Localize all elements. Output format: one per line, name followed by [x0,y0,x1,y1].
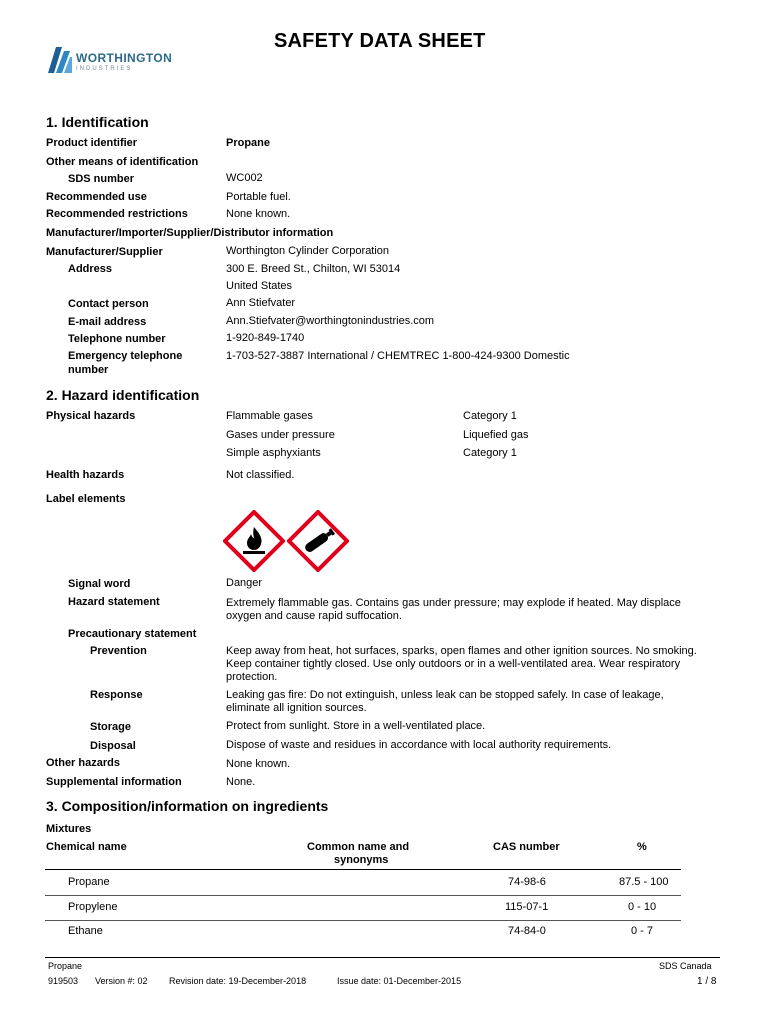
row-cas-number: 74-84-0 [508,925,546,937]
gas-cylinder-pictogram-icon [287,510,349,572]
col-header-chemical-name: Chemical name [46,841,127,853]
logo-subtitle: INDUSTRIES [76,66,133,72]
physical-hazard-3: Simple asphyxiants [226,447,321,459]
hazard-statement-line-2: oxygen and cause rapid suffocation. [226,610,402,622]
col-header-percent: % [637,841,647,853]
recommended-use-label: Recommended use [46,191,147,203]
product-identifier-value: Propane [226,137,271,149]
label-elements-label: Label elements [46,493,126,505]
flame-pictogram-icon [223,510,285,572]
footer-revision-date: Revision date: 19-December-2018 [169,976,307,986]
prevention-line-2: Keep container tightly closed. Use only outdoors or in a well-ventilated area. Wear respiratory [226,658,681,670]
other-means-label: Other means of identification [46,156,199,168]
footer-page-number: 1 / 8 [697,976,717,987]
physical-hazard-1: Flammable gases [226,410,313,422]
row-chemical-name: Propane [68,876,110,888]
recommended-restrictions-value: None known. [226,208,291,220]
physical-hazard-3-category: Category 1 [463,447,517,459]
physical-hazard-2: Gases under pressure [226,429,335,441]
health-hazards-label: Health hazards [46,469,125,481]
manufacturer-label: Manufacturer/Supplier [46,246,163,258]
manufacturer-info-label: Manufacturer/Importer/Supplier/Distributor information [46,227,334,239]
table-row-rule [45,920,681,921]
prevention-label: Prevention [90,645,147,657]
section-3-heading: 3. Composition/information on ingredients [46,798,329,814]
row-percent: 0 - 10 [628,901,657,913]
worthington-logo-mark-icon [48,47,72,73]
disposal-label: Disposal [90,740,136,752]
sds-number-label: SDS number [68,173,135,185]
emergency-telephone-value: 1-703-527-3887 International / CHEMTREC 1-800-424-9300 Domestic [226,350,570,362]
precautionary-statement-label: Precautionary statement [68,628,197,640]
row-cas-number: 115-07-1 [505,901,549,913]
recommended-restrictions-label: Recommended restrictions [46,208,188,220]
footer-product: Propane [48,961,83,971]
telephone-value: 1-920-849-1740 [226,332,305,344]
page-title: SAFETY DATA SHEET [274,30,486,52]
company-logo [48,45,178,77]
footer-doc-id: 919503 [48,976,79,986]
table-header-rule [45,869,681,870]
response-line-2: eliminate all ignition sources. [226,702,367,714]
supplemental-info-value: None. [226,776,256,788]
signal-word-label: Signal word [68,578,131,590]
contact-person-value: Ann Stiefvater [226,297,296,309]
footer-region: SDS Canada [659,961,712,971]
col-header-common-name: Common name and [307,841,410,853]
other-hazards-value: None known. [226,758,291,770]
physical-hazards-label: Physical hazards [46,410,136,422]
hazard-statement-line-1: Extremely flammable gas. Contains gas under pressure; may explode if heated. May displace [226,597,681,609]
emergency-telephone-label: Emergency telephone [68,350,183,362]
table-row-rule [45,895,681,896]
hazard-statement-label: Hazard statement [68,596,160,608]
col-header-common-name-cont: synonyms [334,854,389,866]
row-percent: 0 - 7 [631,925,654,937]
section-2-heading: 2. Hazard identification [46,387,200,403]
address-label: Address [68,263,113,275]
email-value: Ann.Stiefvater@worthingtonindustries.com [226,315,435,327]
address-line-1: 300 E. Breed St., Chilton, WI 53014 [226,263,401,275]
footer-issue-date: Issue date: 01-December-2015 [337,976,462,986]
disposal-value: Dispose of waste and residues in accordance with local authority requirements. [226,739,612,751]
row-percent: 87.5 - 100 [619,876,669,888]
email-label: E-mail address [68,316,147,328]
storage-value: Protect from sunlight. Store in a well-ventilated place. [226,720,486,732]
prevention-line-3: protection. [226,671,278,683]
telephone-label: Telephone number [68,333,166,345]
physical-hazard-2-category: Liquefied gas [463,429,529,441]
mixtures-label: Mixtures [46,823,92,835]
footer-rule [45,957,720,958]
sds-number-value: WC002 [226,172,263,184]
response-line-1: Leaking gas fire: Do not extinguish, unless leak can be stopped safely. In case of leakage, [226,689,664,701]
row-chemical-name: Propylene [68,901,118,913]
response-label: Response [90,689,143,701]
logo-wordmark: WORTHINGTON [76,51,173,65]
row-cas-number: 74-98-6 [508,876,546,888]
contact-person-label: Contact person [68,298,149,310]
prevention-line-1: Keep away from heat, hot surfaces, sparks, open flames and other ignition sources. No smoking. [226,645,697,657]
row-chemical-name: Ethane [68,925,103,937]
physical-hazard-1-category: Category 1 [463,410,517,422]
supplemental-info-label: Supplemental information [46,776,182,788]
address-line-2: United States [226,280,293,292]
other-hazards-label: Other hazards [46,757,120,769]
emergency-telephone-label-cont: number [68,364,109,376]
manufacturer-value: Worthington Cylinder Corporation [226,245,390,257]
col-header-cas-number: CAS number [493,841,560,853]
product-identifier-label: Product identifier [46,137,138,149]
storage-label: Storage [90,721,131,733]
signal-word-value: Danger [226,577,263,589]
section-1-heading: 1. Identification [46,114,149,130]
footer-version: Version #: 02 [95,976,148,986]
health-hazards-value: Not classified. [226,469,295,481]
recommended-use-value: Portable fuel. [226,191,291,203]
